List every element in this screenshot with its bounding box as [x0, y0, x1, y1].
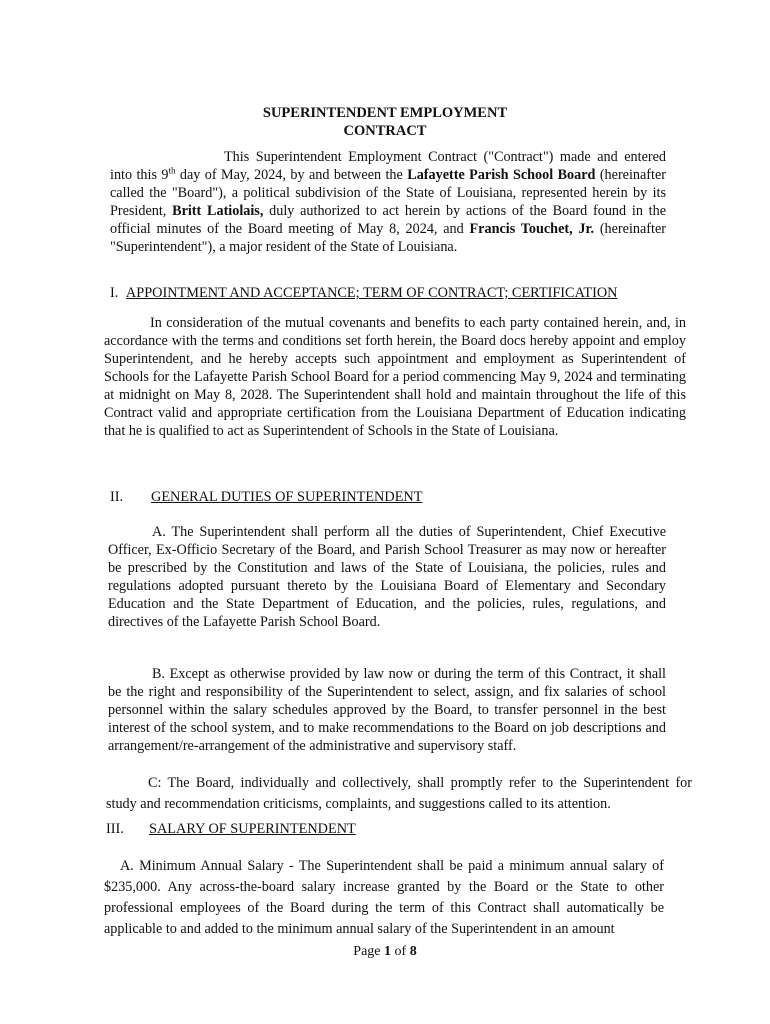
- section-2-para-a: [108, 523, 666, 631]
- of-label: of: [391, 944, 410, 959]
- section-3-number: III.: [106, 821, 124, 837]
- section-1-text: In consideration of the mutual covenants and benefits to each party contained herein, and, in accordance with the terms and conditions set forth herein, the Board docs hereby appoint and employ Superintendent, and he hereby accepts such appointment and employment as Superintendent of Schools for the Lafayette Parish School Board for a period commencing May 9, 2024 and terminating at midnight on May 8, 2028. The Superintendent shall hold and maintain throughout the life of this Contract valid and appropriate certification from the Louisiana Department of Education indicating that he is qualified to act as Superintendent of Schools in the State of Louisiana.: [104, 315, 686, 439]
- page-label: Page: [353, 944, 385, 959]
- section-3-para-a: [104, 856, 664, 940]
- board-name: Lafayette Parish School Board: [407, 167, 596, 183]
- section-2-para-a-text: A. The Superintendent shall perform all the duties of Superintendent, Chief Executive Officer, Ex-Officio Secretary of the Board, and Parish School Treasurer as may now or hereafter be prescribed by the Constitution and laws of the State of Louisiana, the policies, rules and regulations adopted pursuant thereto by the Louisiana Board of Elementary and Secondary Education and the State Department of Education, and the policies, rules, regulations, and directives of the Lafayette Parish School Board.: [108, 524, 666, 630]
- section-2-para-b-text: B. Except as otherwise provided by law now or during the term of this Contract, it shall be the right and responsibility of the Superintendent to select, assign, and fix salaries of school personnel within the salary schedules approved by the Board, to transfer personnel in the best interest of the school system, and to make recommendations to the Board on job descriptions and arrangement/re-arrangement of the administrative and supervisory staff.: [108, 666, 666, 754]
- section-2-title: GENERAL DUTIES OF SUPERINTENDENT: [151, 489, 423, 505]
- superintendent-name: Francis Touchet, Jr.: [469, 221, 595, 237]
- section-1-number: I.: [110, 285, 119, 301]
- section-2-number: II.: [110, 489, 124, 505]
- section-2-heading: [110, 488, 423, 506]
- section-3-title: SALARY OF SUPERINTENDENT: [149, 821, 356, 837]
- intro-text-1: This Superintendent Employment Contract ("Contract") made and entered into this 9: [110, 149, 666, 183]
- title-line-2: CONTRACT: [343, 123, 427, 139]
- section-1-title: APPOINTMENT AND ACCEPTANCE; TERM OF CONTRACT; CERTIFICATION: [125, 285, 618, 301]
- page-footer: [0, 944, 770, 960]
- page-total: 8: [409, 944, 417, 959]
- section-3-para-a-text: A. Minimum Annual Salary - The Superintendent shall be paid a minimum annual salary of $235,000. Any across-the-board salary increase granted by the Board or the State to other professional employees of the Board during the term of this Contract shall automatically be applicable to and added to the minimum annual salary of the Superintendent in an amount: [104, 858, 664, 937]
- section-2-para-c-text: C: The Board, individually and collectively, shall promptly refer to the Superintendent for study and recommendation criticisms, complaints, and suggestions called to its attention.: [106, 775, 692, 812]
- section-2-para-b: [108, 665, 666, 755]
- section-2-para-c: [106, 773, 692, 815]
- intro-text-5: (hereinafter "Superintendent"), a major resident of the State of Louisiana.: [110, 221, 666, 255]
- intro-paragraph: [110, 148, 666, 256]
- section-1-heading: [110, 284, 617, 302]
- intro-text-3: (hereinafter called the "Board"), a political subdivision of the State of Louisiana, represented herein by its President,: [110, 167, 666, 219]
- title-line-1: SUPERINTENDENT EMPLOYMENT: [262, 105, 508, 121]
- section-1-body: [104, 314, 686, 440]
- page-number: 1: [384, 944, 392, 959]
- intro-text-2: day of May, 2024, by and between the: [175, 167, 408, 183]
- president-name: Britt Latiolais,: [172, 203, 264, 219]
- section-3-heading: [106, 820, 356, 838]
- intro-text-4: duly authorized to act herein by actions of the Board found in the official minutes of the Board meeting of May 8, 2024, and: [110, 203, 667, 237]
- intro-superscript: th: [168, 165, 176, 176]
